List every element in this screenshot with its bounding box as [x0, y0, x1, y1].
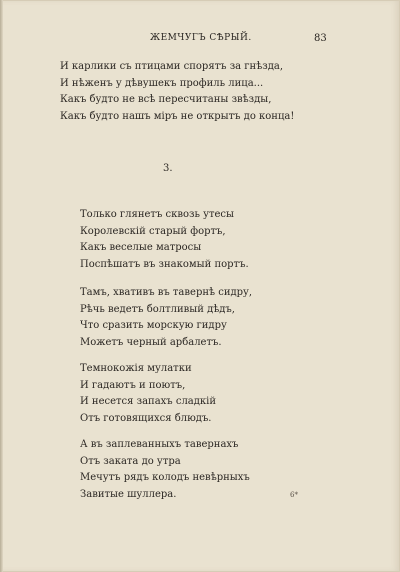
signature-mark: 6* [290, 491, 298, 499]
stanza-2 [80, 285, 252, 351]
stanza-4 [80, 437, 250, 503]
poem-line: Только глянетъ сквозь утесы [80, 209, 234, 220]
poem-line: Какъ будто не всѣ пересчитаны звѣзды, [60, 94, 272, 106]
poem-line: Можетъ черный арбалетъ. [80, 336, 222, 348]
poem-line: И нѣженъ у дѣвушекъ профиль лица... [60, 77, 264, 89]
running-title: ЖЕМЧУГЪ СѢРЫЙ. [150, 33, 252, 43]
poem-line: Какъ будто нашъ міръ не открытъ до конца! [60, 110, 295, 122]
poem-line: И карлики съ птицами спорятъ за гнѣзда, [60, 61, 283, 72]
poem-line: Поспѣшатъ въ знакомый портъ. [80, 258, 249, 270]
poem-line: И несется запахъ сладкій [80, 396, 217, 408]
poem-line: А въ заплеванныхъ тавернахъ [80, 439, 239, 450]
section-number: 3. [163, 163, 173, 174]
poem-line: И гадаютъ и поютъ, [80, 379, 186, 391]
stanza-3 [80, 361, 216, 427]
opening-stanza [60, 59, 294, 125]
poem-line: Королевскій старый фортъ, [80, 225, 226, 237]
poem-line: Какъ веселые матросы [80, 242, 202, 254]
page-number: 83 [314, 33, 327, 44]
poem-line: Тамъ, хвативъ въ тавернѣ сидру, [80, 287, 253, 298]
page-gutter-shadow [0, 0, 3, 572]
poem-line: Отъ заката до утра [80, 455, 181, 467]
poem-line: Темнокожія мулатки [80, 363, 192, 374]
poem-line: Завитые шуллера. [80, 488, 177, 500]
poem-line: Что сразить морскую гидру [80, 320, 227, 332]
poem-line: Отъ готовящихся блюдъ. [80, 412, 212, 424]
stanza-1 [80, 207, 249, 273]
poem-line: Рѣчь ведетъ болтливый дѣдъ, [80, 303, 235, 315]
poem-line: Мечутъ рядъ колодъ невѣрныхъ [80, 472, 250, 484]
